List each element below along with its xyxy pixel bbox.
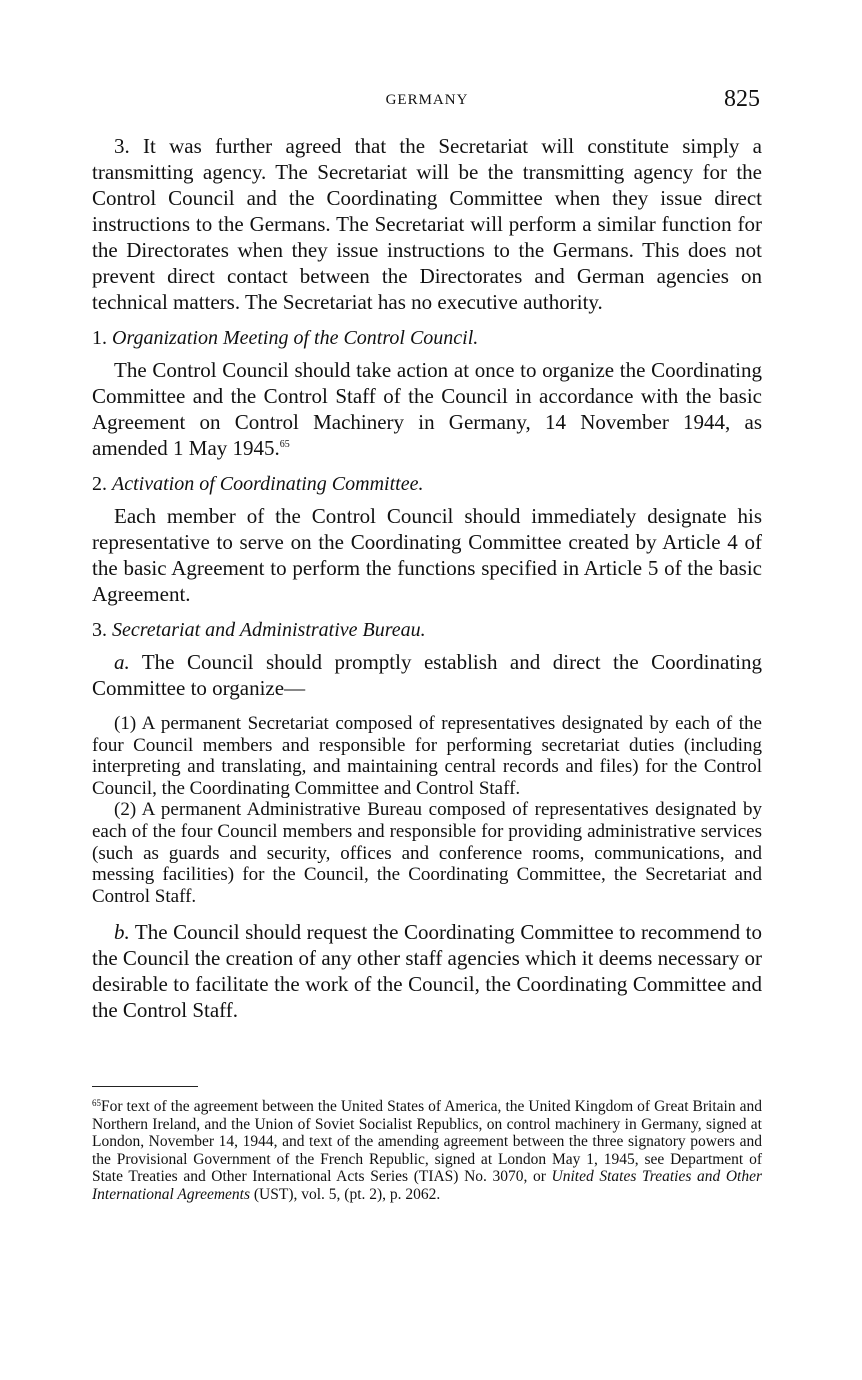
section-3b-label: b. — [114, 920, 130, 945]
section-3a-text: The Council should promptly establish and direct the Coordinating Committee to organize— — [92, 650, 762, 700]
section-1-title: Organization Meeting of the Control Council. — [112, 327, 479, 349]
section-1-text: The Control Council should take action at once to organize the Coordinating Committee and the Control Staff of the Council in accordance with the basic Agreement on Control Machinery in Germany, 14 November 1944, as amended 1 May 1945. — [92, 358, 762, 460]
section-2-number: 2. — [92, 473, 107, 495]
section-1-paragraph — [92, 357, 762, 461]
section-3-item-2: (2) A permanent Administrative Bureau composed of representatives designated by each of the four Council members and responsible for providing administrative services (such as guards and security, offices and conference rooms, communications, and messing facilities) for the Council, the Coordinating Committee, the Secretariat and Control Staff. — [92, 799, 762, 907]
section-1-number: 1. — [92, 327, 107, 349]
section-2-title: Activation of Coordinating Committee. — [112, 473, 424, 495]
footnote-reference: 65 — [279, 439, 290, 450]
footnote-text-end: (UST), vol. 5, (pt. 2), p. 2062. — [253, 1185, 441, 1203]
section-3b-paragraph — [92, 919, 762, 1023]
page-body — [92, 133, 762, 1023]
footnote-mark: 65 — [92, 1098, 101, 1108]
section-3-title: Secretariat and Administrative Bureau. — [112, 619, 426, 641]
page-header — [92, 88, 762, 118]
section-3a-paragraph — [92, 649, 762, 701]
section-2-heading — [92, 471, 762, 497]
footnote-text-main: For text of the agreement between the United States of America, the United Kingdom of Great Britain and Northern Ireland, and the Union of Soviet Socialist Republics, on control machinery in Germany, signed at London, November 14, 1944, and text of the amending agreement between the three signatory powers and the Provisional Government of the French Republic, signed at London May 1, 1945, see Department of State Treaties and Other International Acts Series (TIAS) No. 3070, or — [92, 1098, 762, 1185]
section-3b-text: The Council should request the Coordinating Committee to recommend to the Council the creation of any other staff agencies which it deems necessary or desirable to facilitate the work of the Council, the Coordinating Committee and the Control Staff. — [92, 920, 763, 1023]
section-3-item-1: (1) A permanent Secretariat composed of representatives designated by each of the four Council members and responsible for performing secretariat duties (including interpreting and translating, and maintaining central records and files) for the Control Council, the Coordinating Committee and Control Staff. — [92, 713, 762, 799]
footnote — [92, 1098, 762, 1203]
footnote-divider — [92, 1086, 198, 1087]
section-1-heading — [92, 325, 762, 351]
running-head: GERMANY — [385, 92, 469, 108]
section-3-heading — [92, 617, 762, 643]
page-number: 825 — [724, 86, 760, 112]
section-2-paragraph: Each member of the Control Council should immediately designate his representative to serve on the Coordinating Committee created by Article 4 of the basic Agreement to perform the functions specified in Article 5 of the basic Agreement. — [92, 504, 762, 606]
section-3a-label: a. — [114, 650, 130, 674]
footnote-text-italic: United States Treaties and Other International Agreements — [92, 1168, 763, 1203]
paragraph-3-intro: 3. It was further agreed that the Secretariat will constitute simply a transmitting agency. The Secretariat will be the transmitting agency for the Control Council and the Coordinating Committee when they issue direct instructions to the Germans. The Secretariat will perform a similar function for the Directorates when they issue instructions to the Germans. This does not prevent direct contact between the Directorates and German agencies on technical matters. The Secretariat has no executive authority. — [92, 134, 762, 314]
section-3-number: 3. — [92, 619, 107, 641]
